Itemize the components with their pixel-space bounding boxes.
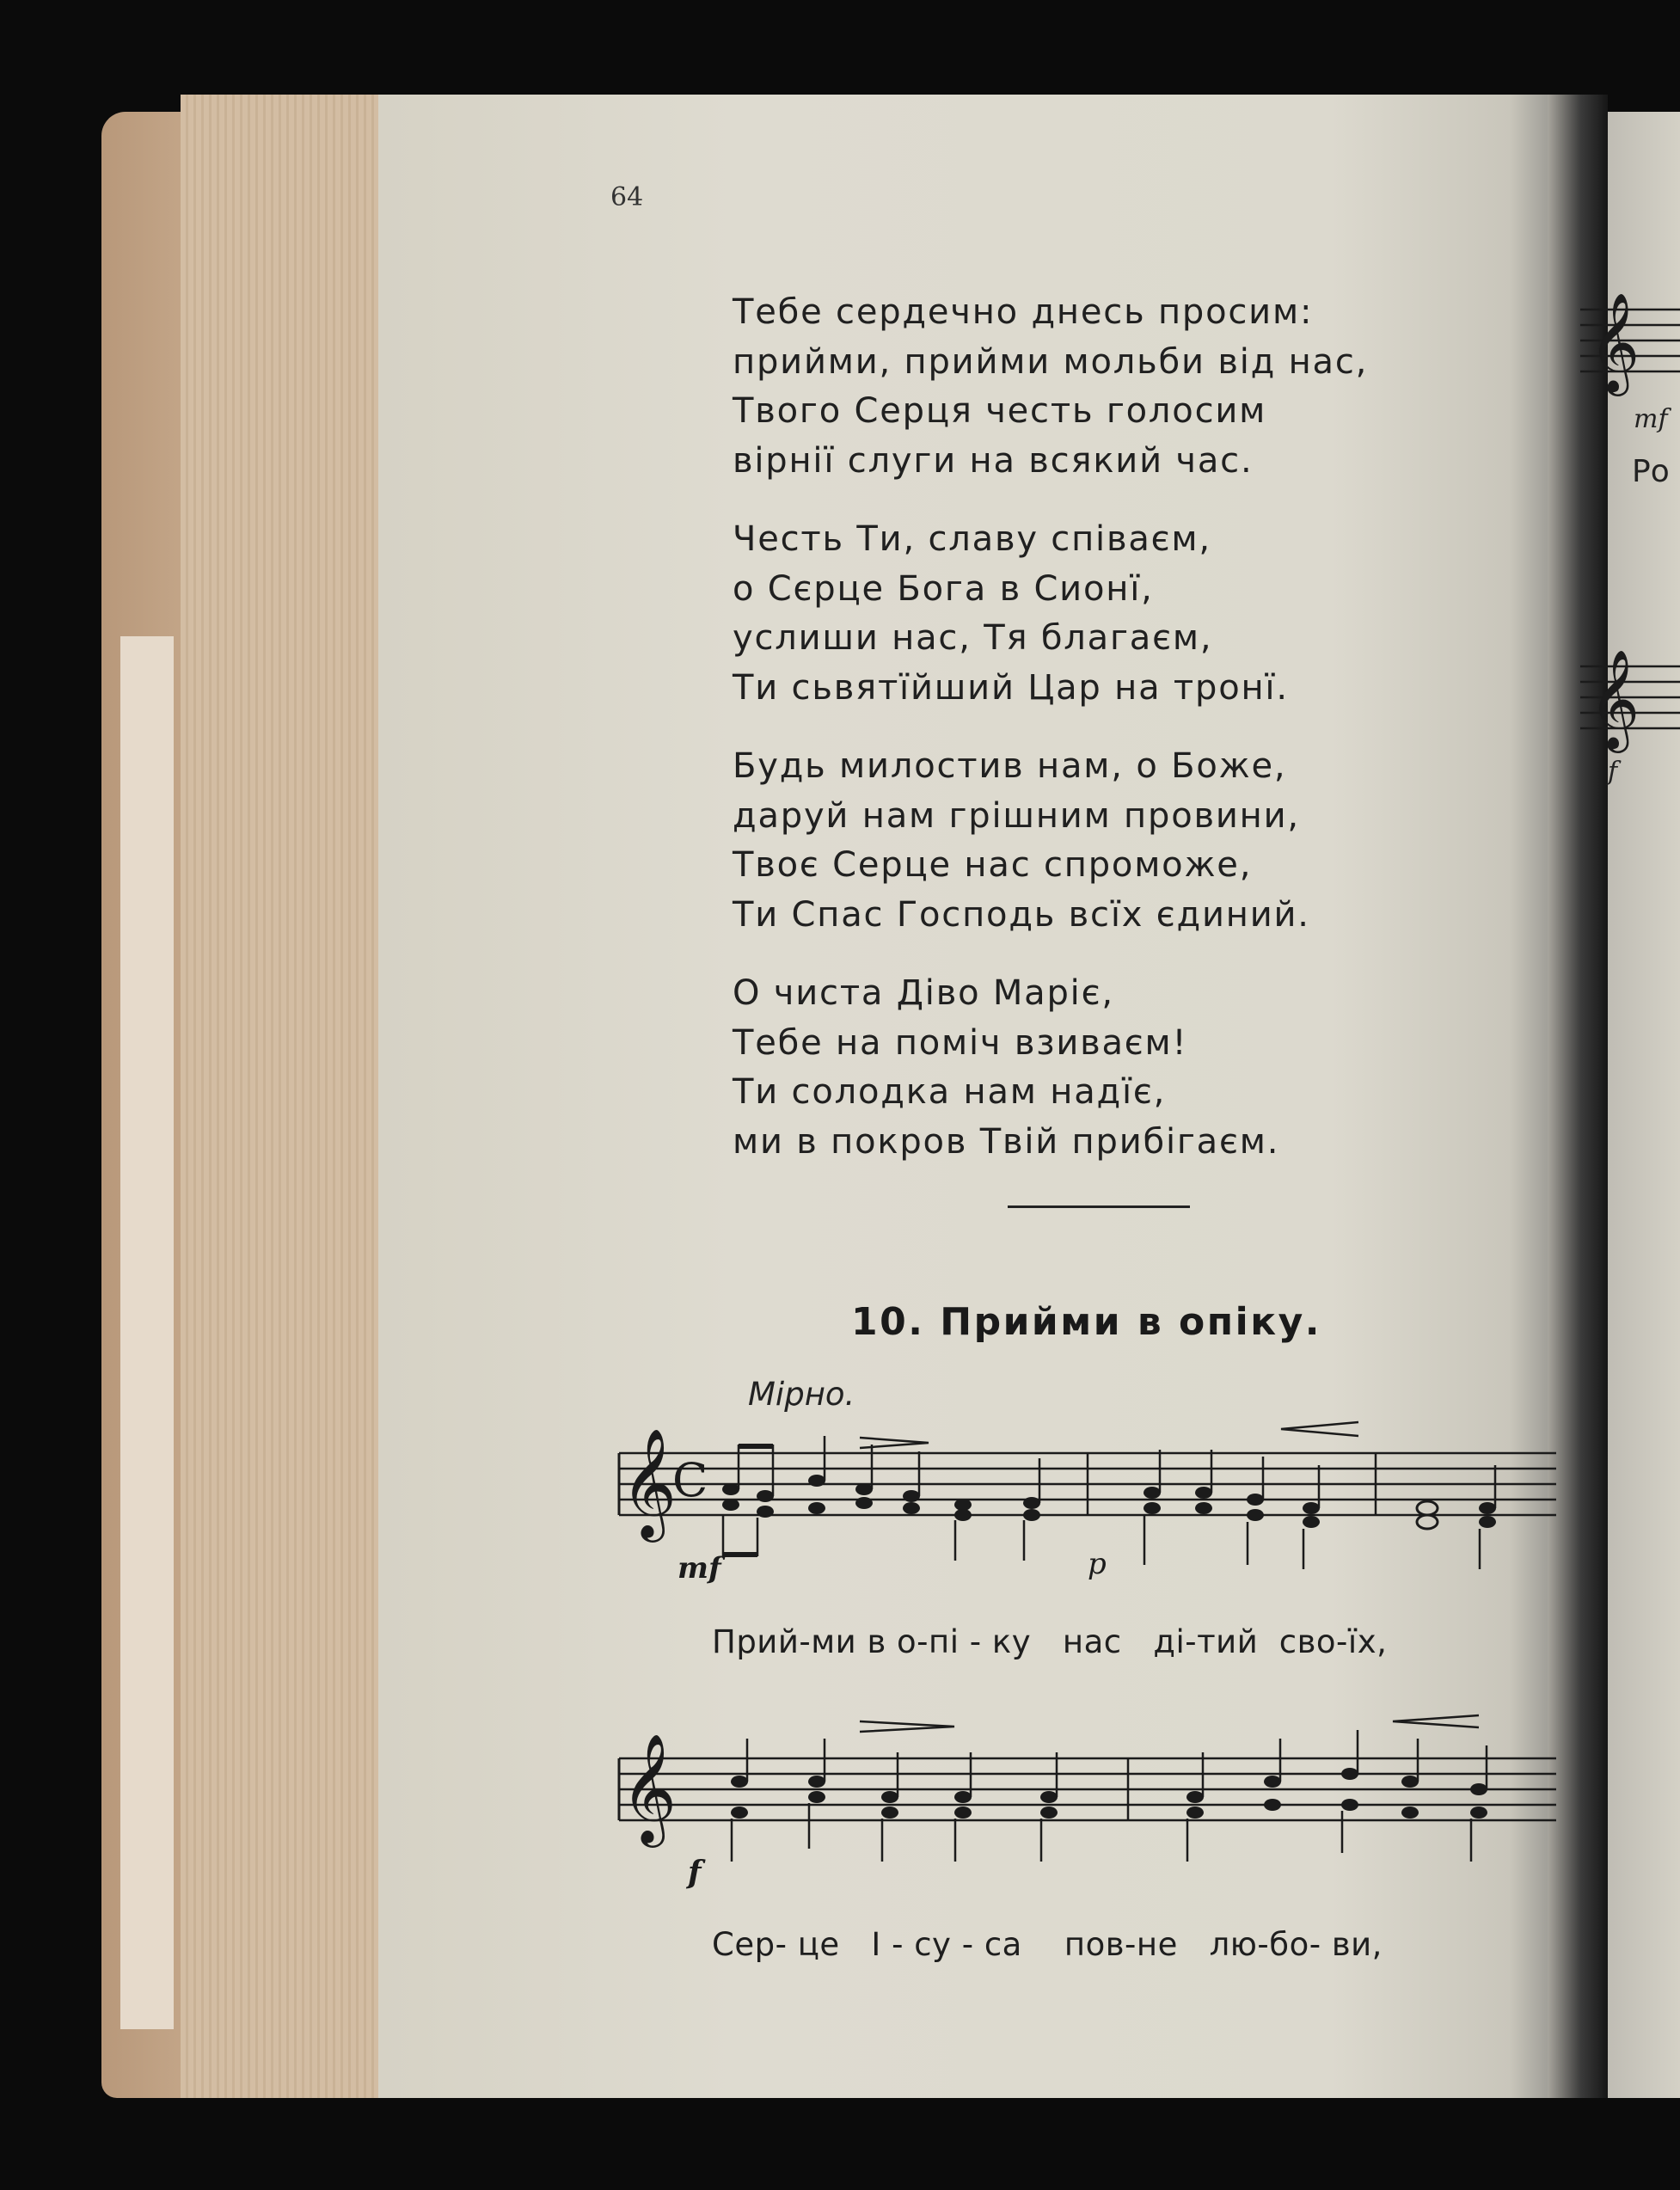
music-score: [602, 1419, 1565, 1969]
stanza-line: Ти солодка нам надїє,: [733, 1072, 1167, 1112]
stanza-line: Ти Спас Господь всїх єдиний.: [733, 894, 1310, 935]
treble-clef-icon: 𝄞: [621, 1427, 678, 1537]
stanza-line: даруй нам грішним провини,: [733, 795, 1300, 836]
stanza-line: Будь милостив нам, о Боже,: [733, 746, 1287, 786]
treble-clef-icon: 𝄞: [1589, 648, 1640, 749]
stanza-line: услиши нас, Тя благаєм,: [733, 618, 1213, 658]
next-page-dynamic-1: mf: [1634, 404, 1668, 434]
lyrics-line-1: Прий-ми в о-пі - ку нас ді-тий сво-їх,: [712, 1623, 1388, 1660]
stanza-line: Честь Ти, славу співаєм,: [733, 519, 1211, 559]
next-page-score: [1573, 292, 1680, 843]
stanza-line: вірнії слуги на всякий час.: [733, 440, 1254, 481]
stanza-line: Твого Серця честь голосим: [733, 391, 1267, 431]
tempo-marking: Мірно.: [748, 1376, 855, 1413]
treble-clef-icon: 𝄞: [1589, 292, 1640, 392]
stanza: [733, 969, 1489, 1167]
next-page-dynamic-2: f: [1608, 757, 1618, 787]
stanza: [733, 742, 1489, 940]
dynamic-f: f: [688, 1855, 702, 1891]
stanza-line: Тебе на поміч взиваєм!: [733, 1022, 1188, 1063]
stanza-line: прийми, прийми мольби від нас,: [733, 341, 1369, 382]
stanza-line: Тебе сердечно днесь просим:: [733, 292, 1314, 332]
stanza-line: Ти сьвятїйший Цар на тронї.: [733, 667, 1289, 708]
page-number: 64: [610, 182, 644, 212]
stanza: [733, 515, 1489, 713]
page-edges: [181, 95, 387, 2098]
stanza-line: Твоє Серце нас спроможе,: [733, 845, 1253, 885]
stanza-line: О чиста Діво Маріє,: [733, 973, 1114, 1013]
poem: [733, 288, 1489, 1196]
common-time-icon: C: [672, 1453, 708, 1507]
section-divider: [1008, 1205, 1190, 1208]
stanza: [733, 288, 1489, 486]
stanza-line: ми в покров Твій прибігаєм.: [733, 1121, 1280, 1162]
treble-clef-icon: 𝄞: [621, 1733, 678, 1843]
stanza-line: о Сєрце Бога в Сионї,: [733, 568, 1154, 609]
bookmark-strip: [120, 636, 174, 2029]
dynamic-p: p: [1088, 1547, 1107, 1581]
next-page-text: Ро: [1632, 454, 1670, 489]
lyrics-line-2: Сер- це І - су - са пов-не лю-бо- ви,: [712, 1926, 1383, 1963]
dynamic-mf: mf: [678, 1551, 721, 1586]
staff-system-2: [619, 1715, 1556, 1862]
hymn-title: 10. Прийми в опіку.: [851, 1300, 1321, 1344]
